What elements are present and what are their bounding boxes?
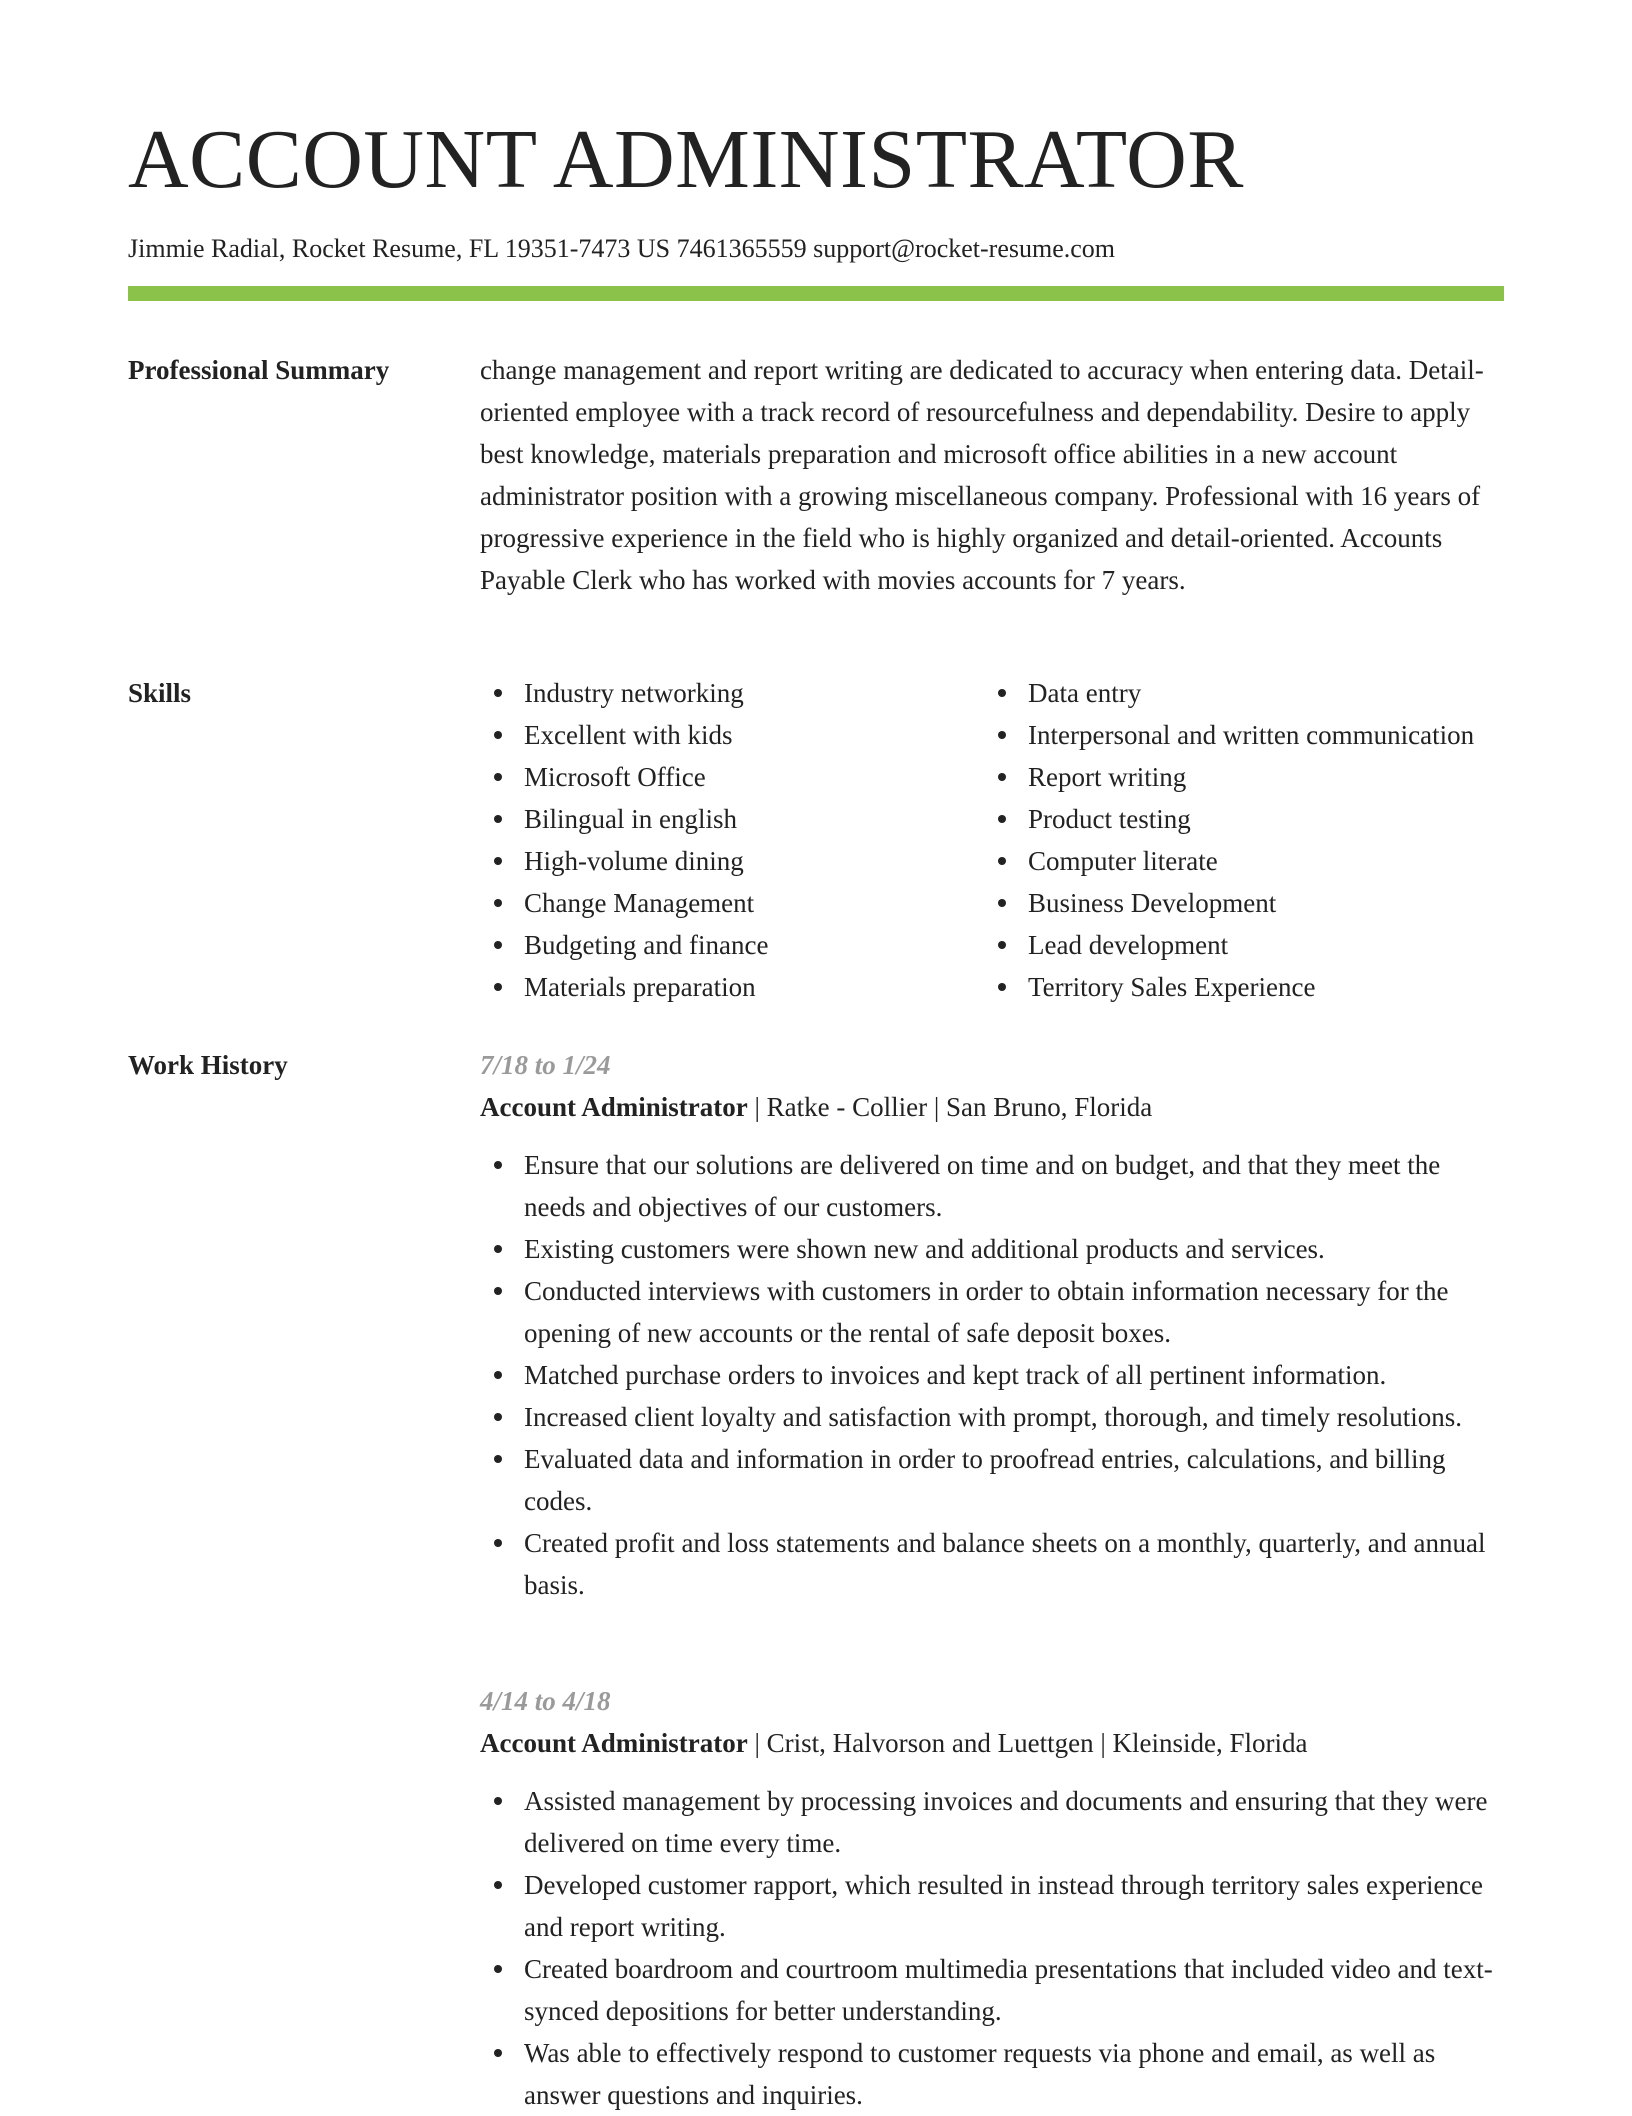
skills-list-right bbox=[984, 672, 1504, 1008]
job-heading bbox=[480, 1086, 1504, 1128]
skills-body bbox=[480, 672, 1504, 1008]
summary-heading: Professional Summary bbox=[128, 355, 390, 385]
job-bullet: Developed customer rapport, which resulted in instead through territory sales experience and report writing. bbox=[480, 1864, 1504, 1948]
job-title: Account Administrator bbox=[480, 1092, 748, 1122]
skill-item: Bilingual in english bbox=[480, 798, 984, 840]
work-heading: Work History bbox=[128, 1050, 288, 1080]
job-bullet: Created boardroom and courtroom multimedia presentations that included video and text-synced depositions for better understanding. bbox=[480, 1948, 1504, 2032]
skill-item: Data entry bbox=[984, 672, 1504, 714]
job-bullet: Evaluated data and information in order to proofread entries, calculations, and billing codes. bbox=[480, 1438, 1504, 1522]
job-dates: 7/18 to 1/24 bbox=[480, 1050, 611, 1080]
skills-heading: Skills bbox=[128, 678, 192, 708]
job-bullet: Existing customers were shown new and additional products and services. bbox=[480, 1228, 1504, 1270]
skill-item: Materials preparation bbox=[480, 966, 984, 1008]
job-bullets bbox=[480, 1144, 1504, 1606]
summary-body bbox=[480, 349, 1504, 601]
skill-item: Report writing bbox=[984, 756, 1504, 798]
skill-item: Lead development bbox=[984, 924, 1504, 966]
skills-list-left bbox=[480, 672, 984, 1008]
skill-item: Budgeting and finance bbox=[480, 924, 984, 966]
skill-item: Microsoft Office bbox=[480, 756, 984, 798]
accent-divider bbox=[128, 286, 1504, 301]
job-heading bbox=[480, 1722, 1504, 1764]
skill-item: Territory Sales Experience bbox=[984, 966, 1504, 1008]
job-bullets bbox=[480, 1780, 1504, 2116]
job-bullet: Created profit and loss statements and balance sheets on a monthly, quarterly, and annual basis. bbox=[480, 1522, 1504, 1606]
skill-item: Excellent with kids bbox=[480, 714, 984, 756]
job-details: | Crist, Halvorson and Luettgen | Kleinside, Florida bbox=[747, 1728, 1308, 1758]
job-bullet: Was able to effectively respond to customer requests via phone and email, as well as answer questions and inquiries. bbox=[480, 2032, 1504, 2116]
contact-line: Jimmie Radial, Rocket Resume, FL 19351-7473 US 7461365559 support@rocket-resume.com bbox=[128, 234, 1116, 263]
skill-item: Industry networking bbox=[480, 672, 984, 714]
job-entry bbox=[480, 1680, 1504, 2116]
skill-item: Business Development bbox=[984, 882, 1504, 924]
summary-text: change management and report writing are dedicated to accuracy when entering data. Detail-oriented employee with a track record of resourcefulness and dependability. Desire to apply best knowledge, materials preparation and microsoft office abilities in a new account administrator position with a growing miscellaneous company. Professional with 16 years of progressive experience in the field who is highly organized and detail-oriented. Accounts Payable Clerk who has worked with movies accounts for 7 years. bbox=[480, 355, 1484, 595]
job-title: Account Administrator bbox=[480, 1728, 748, 1758]
skill-item: Interpersonal and written communication bbox=[984, 714, 1504, 756]
job-bullet: Increased client loyalty and satisfaction with prompt, thorough, and timely resolutions. bbox=[480, 1396, 1504, 1438]
job-bullet: Matched purchase orders to invoices and kept track of all pertinent information. bbox=[480, 1354, 1504, 1396]
job-dates: 4/14 to 4/18 bbox=[480, 1686, 611, 1716]
job-entry bbox=[480, 1044, 1504, 1606]
job-bullet: Conducted interviews with customers in order to obtain information necessary for the opening of new accounts or the rental of safe deposit boxes. bbox=[480, 1270, 1504, 1354]
skill-item: High-volume dining bbox=[480, 840, 984, 882]
skill-item: Change Management bbox=[480, 882, 984, 924]
job-bullet: Ensure that our solutions are delivered on time and on budget, and that they meet the needs and objectives of our customers. bbox=[480, 1144, 1504, 1228]
skill-item: Computer literate bbox=[984, 840, 1504, 882]
job-details: | Ratke - Collier | San Bruno, Florida bbox=[747, 1092, 1153, 1122]
skill-item: Product testing bbox=[984, 798, 1504, 840]
job-bullet: Assisted management by processing invoices and documents and ensuring that they were delivered on time every time. bbox=[480, 1780, 1504, 1864]
resume-title: ACCOUNT ADMINISTRATOR bbox=[128, 113, 1244, 206]
